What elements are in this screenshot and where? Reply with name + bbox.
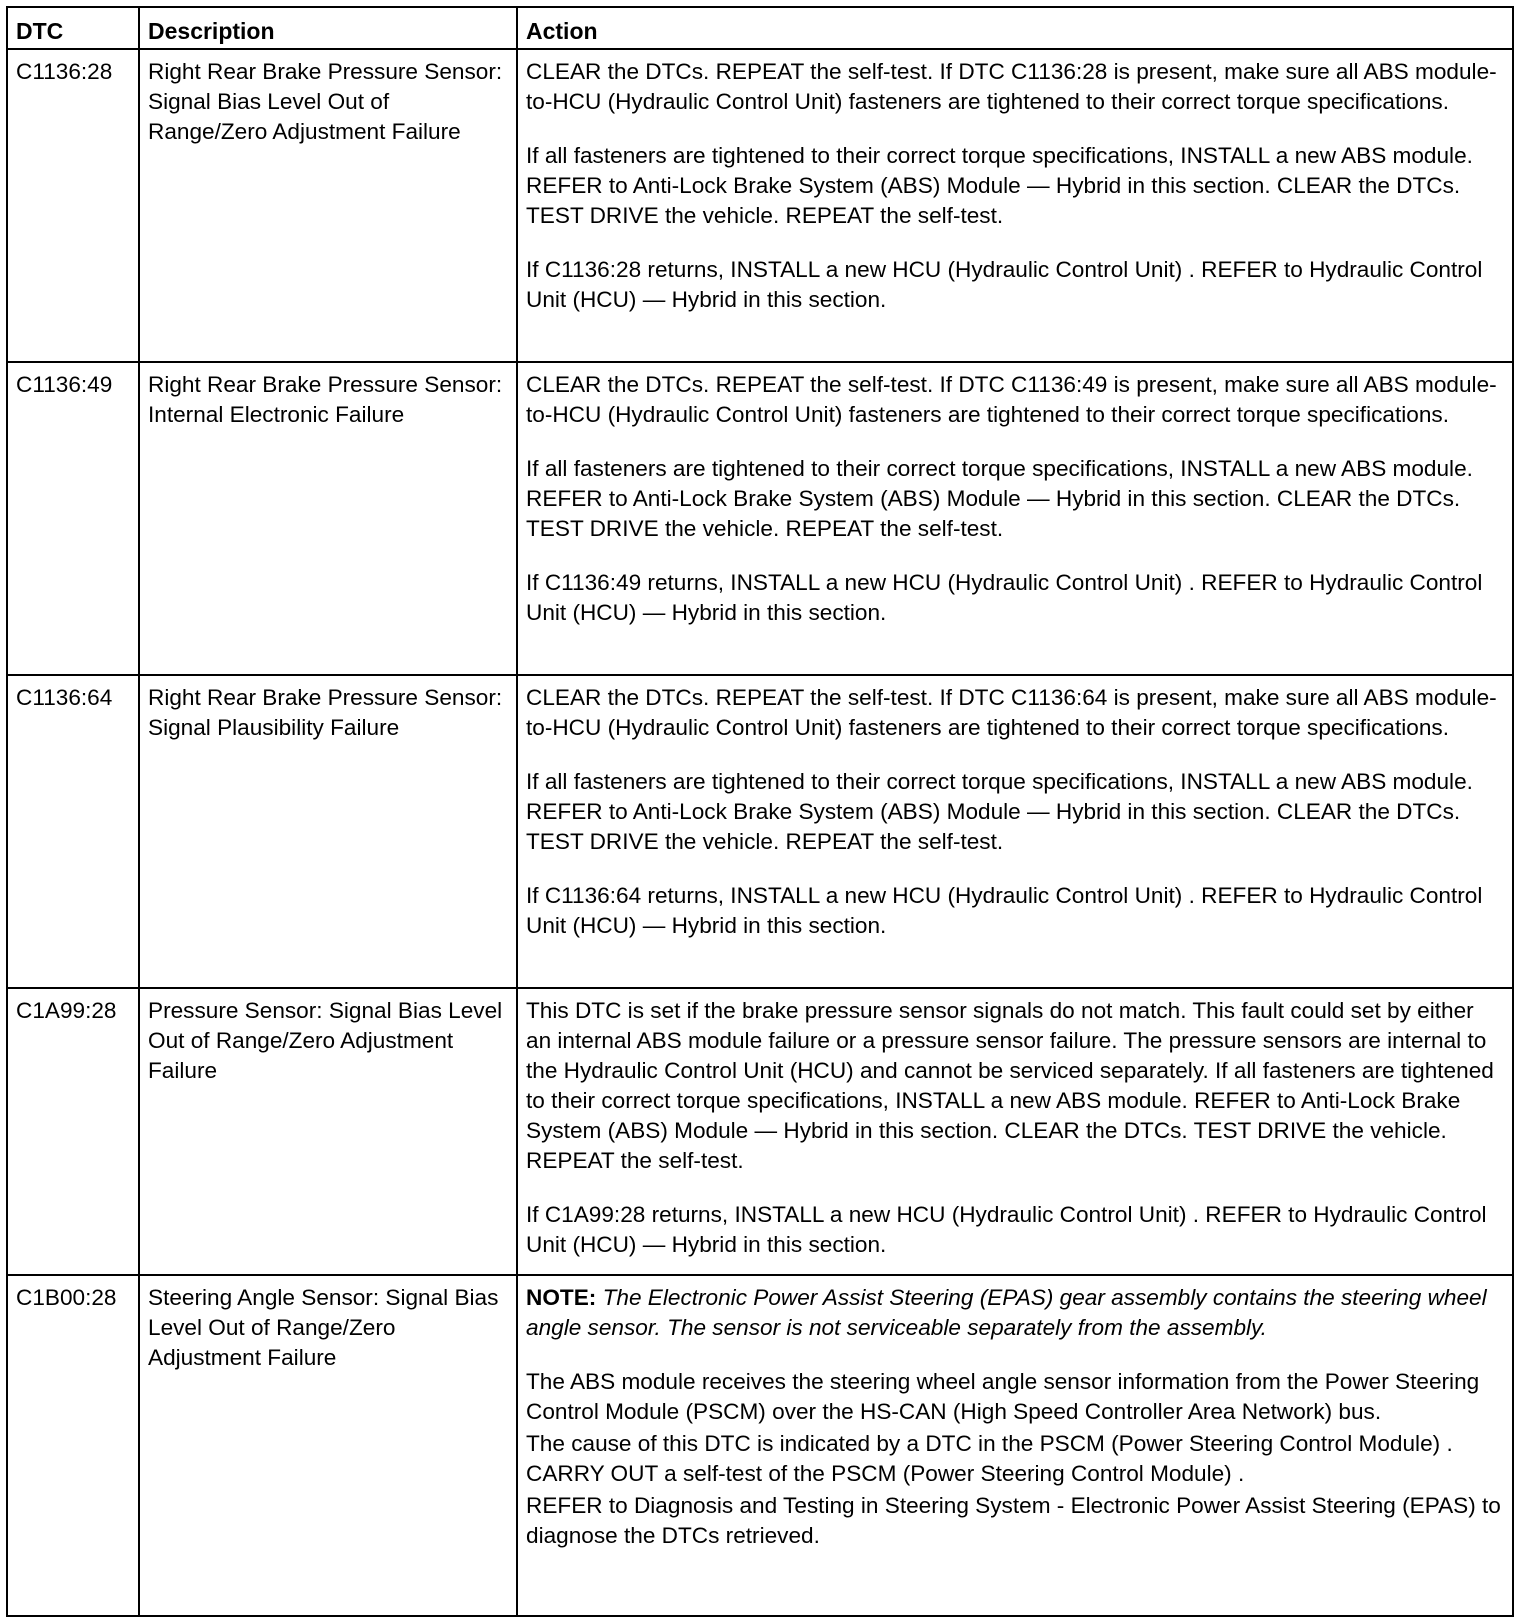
action-paragraph: CLEAR the DTCs. REPEAT the self-test. If DTC C1136:49 is present, make sure all ABS module-to-HCU (Hydraulic Control Unit) fasteners are tightened to their correct torque specifications. [526, 372, 1497, 427]
table-row [7, 362, 1513, 675]
header-description: Description [139, 7, 517, 49]
note-paragraph [526, 1283, 1505, 1343]
dtc-table [6, 6, 1514, 1617]
table-row [7, 675, 1513, 988]
action-paragraph: CLEAR the DTCs. REPEAT the self-test. If DTC C1136:28 is present, make sure all ABS module-to-HCU (Hydraulic Control Unit) fasteners are tightened to their correct torque specifications. [526, 59, 1497, 114]
dtc-action [517, 988, 1513, 1275]
dtc-code: C1136:49 [7, 362, 139, 675]
dtc-description: Right Rear Brake Pressure Sensor: Internal Electronic Failure [139, 362, 517, 675]
table-row [7, 988, 1513, 1275]
action-paragraph: If all fasteners are tightened to their correct torque specifications, INSTALL a new ABS module. REFER to Anti-Lock Brake System (ABS) Module — Hybrid in this section. CLEAR the DTCs. TEST DRIVE the vehicle. REPEAT the self-test. [526, 456, 1473, 541]
table-row [7, 1275, 1513, 1616]
header-action: Action [517, 7, 1513, 49]
dtc-action [517, 362, 1513, 675]
dtc-description: Pressure Sensor: Signal Bias Level Out of Range/Zero Adjustment Failure [139, 988, 517, 1275]
note-text: The Electronic Power Assist Steering (EPAS) gear assembly contains the steering wheel angle sensor. The sensor is not serviceable separately from the assembly. [526, 1285, 1487, 1340]
header-dtc: DTC [7, 7, 139, 49]
dtc-action [517, 1275, 1513, 1616]
dtc-code: C1B00:28 [7, 1275, 139, 1616]
note-label: NOTE: [526, 1285, 597, 1310]
action-paragraph: If C1136:28 returns, INSTALL a new HCU (Hydraulic Control Unit) . REFER to Hydraulic Control Unit (HCU) — Hybrid in this section. [526, 257, 1483, 312]
action-paragraph: If C1A99:28 returns, INSTALL a new HCU (Hydraulic Control Unit) . REFER to Hydraulic Control Unit (HCU) — Hybrid in this section. [526, 1202, 1487, 1257]
table-header-row [7, 7, 1513, 49]
dtc-code: C1A99:28 [7, 988, 139, 1275]
action-paragraph: If C1136:49 returns, INSTALL a new HCU (Hydraulic Control Unit) . REFER to Hydraulic Control Unit (HCU) — Hybrid in this section. [526, 570, 1483, 625]
dtc-description: Right Rear Brake Pressure Sensor: Signal Plausibility Failure [139, 675, 517, 988]
action-paragraph: CLEAR the DTCs. REPEAT the self-test. If DTC C1136:64 is present, make sure all ABS module-to-HCU (Hydraulic Control Unit) fasteners are tightened to their correct torque specifications. [526, 685, 1497, 740]
action-paragraph: If all fasteners are tightened to their correct torque specifications, INSTALL a new ABS module. REFER to Anti-Lock Brake System (ABS) Module — Hybrid in this section. CLEAR the DTCs. TEST DRIVE the vehicle. REPEAT the self-test. [526, 143, 1473, 228]
action-paragraph: This DTC is set if the brake pressure sensor signals do not match. This fault could set by either an internal ABS module failure or a pressure sensor failure. The pressure sensors are internal to the Hydraulic Control Unit (HCU) and cannot be serviced separately. If all fasteners are tightened to their correct torque specifications, INSTALL a new ABS module. REFER to Anti-Lock Brake System (ABS) Module — Hybrid in this section. CLEAR the DTCs. TEST DRIVE the vehicle. REPEAT the self-test. [526, 998, 1494, 1173]
action-paragraph: The ABS module receives the steering wheel angle sensor information from the Power Steering Control Module (PSCM) over the HS-CAN (High Speed Controller Area Network) bus. [526, 1369, 1480, 1424]
action-paragraph: REFER to Diagnosis and Testing in Steering System - Electronic Power Assist Steering (EPAS) to diagnose the DTCs retrieved. [526, 1493, 1501, 1548]
action-paragraph: The cause of this DTC is indicated by a DTC in the PSCM (Power Steering Control Module) . CARRY OUT a self-test of the PSCM (Power Steering Control Module) . [526, 1431, 1453, 1486]
dtc-action [517, 49, 1513, 362]
table-row [7, 49, 1513, 362]
action-paragraph: If all fasteners are tightened to their correct torque specifications, INSTALL a new ABS module. REFER to Anti-Lock Brake System (ABS) Module — Hybrid in this section. CLEAR the DTCs. TEST DRIVE the vehicle. REPEAT the self-test. [526, 769, 1473, 854]
dtc-action [517, 675, 1513, 988]
dtc-description: Right Rear Brake Pressure Sensor: Signal Bias Level Out of Range/Zero Adjustment Failure [139, 49, 517, 362]
dtc-code: C1136:64 [7, 675, 139, 988]
dtc-description: Steering Angle Sensor: Signal Bias Level Out of Range/Zero Adjustment Failure [139, 1275, 517, 1616]
dtc-code: C1136:28 [7, 49, 139, 362]
action-paragraph: If C1136:64 returns, INSTALL a new HCU (Hydraulic Control Unit) . REFER to Hydraulic Control Unit (HCU) — Hybrid in this section. [526, 883, 1483, 938]
